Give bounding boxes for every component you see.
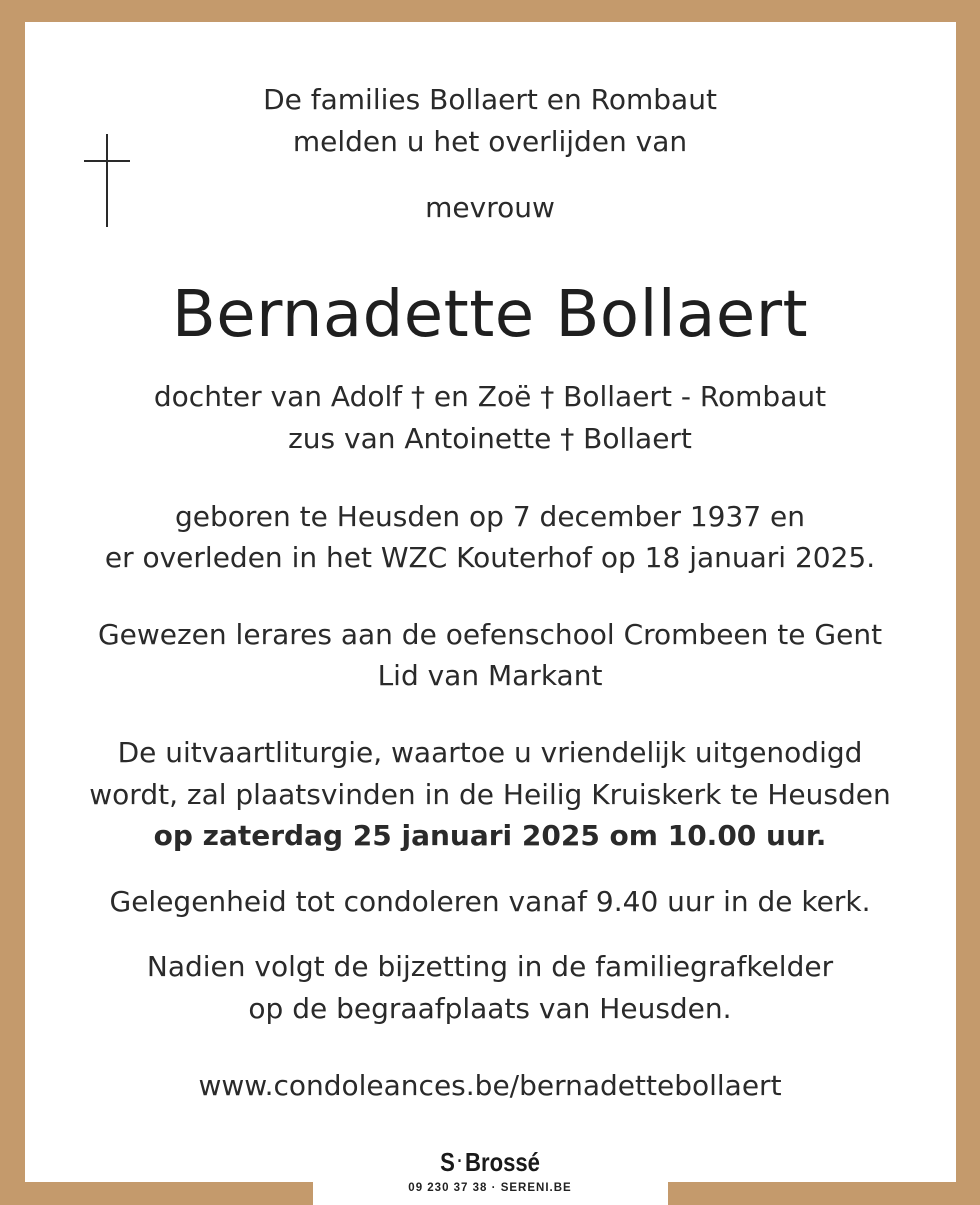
logo-name: Brossé	[465, 1147, 540, 1177]
deceased-name: Bernadette Bollaert	[171, 278, 809, 352]
burial-line-2: op de begraafplaats van Heusden.	[248, 992, 732, 1025]
condolence-info: Gelegenheid tot condoleren vanaf 9.40 uur in de kerk.	[109, 885, 871, 918]
life-line-1: geboren te Heusden op 7 december 1937 en	[175, 500, 805, 533]
intro-line-1: De families Bollaert en Rombaut	[263, 83, 717, 116]
funeral-line-2: wordt, zal plaatsvinden in de Heilig Kruiskerk te Heusden	[89, 778, 891, 811]
undertaker-web: SERENI.BE	[500, 1182, 572, 1194]
condolence-website[interactable]: www.condoleances.be/bernadettebollaert	[198, 1069, 782, 1102]
logo-initial: S	[440, 1147, 455, 1177]
undertaker-logo	[74, 1146, 907, 1177]
funeral-line-1: De uitvaartliturgie, waartoe u vriendelijk uitgenodigd	[117, 736, 863, 769]
career-line-1: Gewezen lerares aan de oefenschool Crombeen te Gent	[97, 618, 883, 651]
funeral-date: op zaterdag 25 januari 2025 om 10.00 uur.	[153, 819, 827, 852]
life-line-2: er overleden in het WZC Kouterhof op 18 januari 2025.	[104, 541, 876, 574]
intro-line-2: melden u het overlijden van	[292, 125, 688, 158]
family-line-1: dochter van Adolf † en Zoë † Bollaert - Rombaut	[153, 380, 827, 413]
undertaker-contact	[0, 1181, 980, 1195]
contact-separator: ·	[491, 1182, 497, 1194]
undertaker-phone: 09 230 37 38	[408, 1182, 488, 1194]
burial-line-1: Nadien volgt de bijzetting in de familiegrafkelder	[146, 950, 834, 983]
career-line-2: Lid van Markant	[377, 659, 603, 692]
logo-dot: ·	[457, 1151, 463, 1171]
family-line-2: zus van Antoinette † Bollaert	[288, 422, 692, 455]
title: mevrouw	[425, 191, 555, 224]
